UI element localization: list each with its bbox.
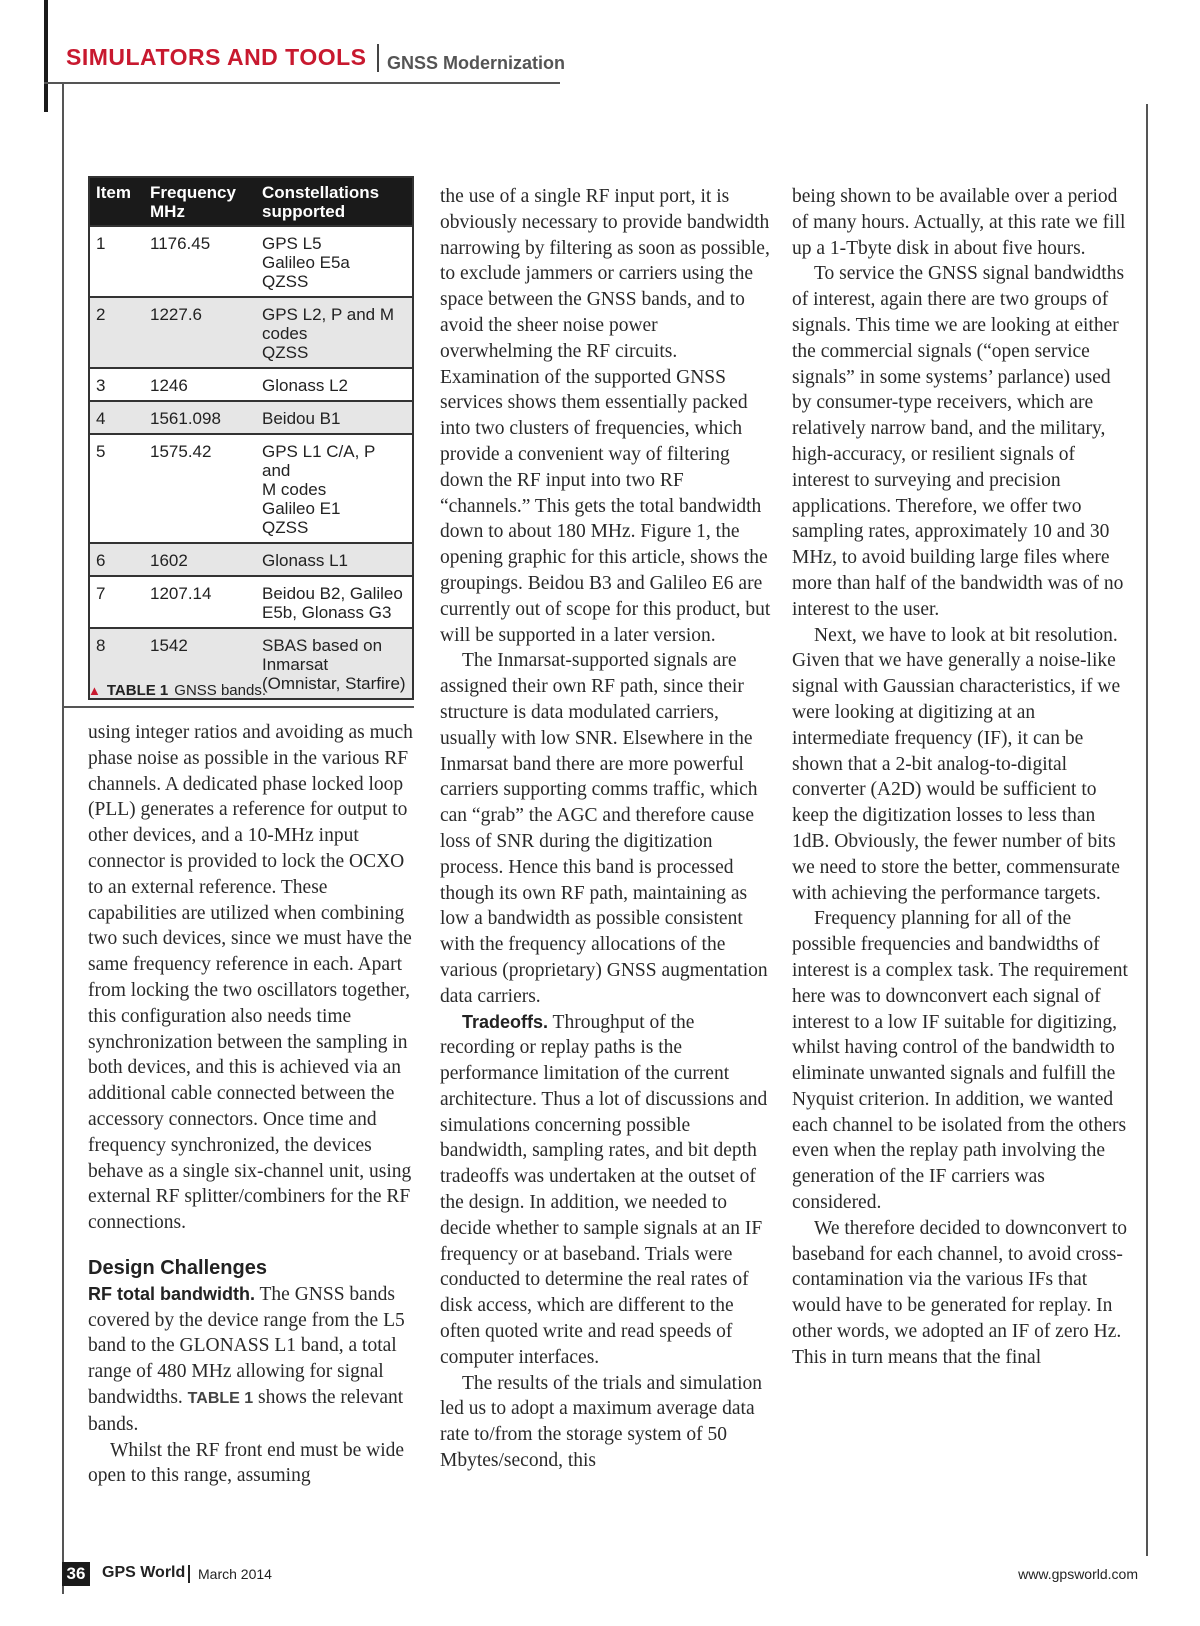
table-cell-item: 3 [89, 368, 144, 401]
table-header-constellations: Constellations supported [256, 177, 413, 226]
paragraph-text: shows the relevant bands. [88, 1386, 404, 1435]
table-row [89, 368, 413, 401]
caption-rule [62, 706, 414, 708]
table-row [89, 543, 413, 576]
table-cell-frequency: 1246 [144, 368, 256, 401]
table-cell-item: 7 [89, 576, 144, 628]
table-cell-constellations: GPS L1 C/A, P and M codes Galileo E1 QZSS [256, 434, 413, 543]
table-cell-item: 4 [89, 401, 144, 434]
table-header-frequency: Frequency MHz [144, 177, 256, 226]
page-number: 36 [62, 1562, 90, 1586]
table-row [89, 401, 413, 434]
table-cell-frequency: 1602 [144, 543, 256, 576]
paragraph-text: The GNSS bands covered by the device range from the L5 band to the GLONASS L1 band, a total range of 480 MHz allowing for signal bandwidths. [88, 1283, 405, 1408]
table-reference: TABLE 1 [187, 1389, 254, 1407]
paragraph [440, 1010, 774, 1371]
paragraph: We therefore decided to downconvert to baseband for each channel, to avoid cross-contamination via the various IFs that would have to be generated for replay. In other words, we adopted an IF of zero Hz. This in turn means that the final [792, 1217, 1128, 1368]
table-cell-constellations: GPS L5 Galileo E5a QZSS [256, 226, 413, 297]
table-cell-item: 5 [89, 434, 144, 543]
article-column-1 [88, 720, 414, 1489]
paragraph [88, 1282, 414, 1438]
paragraph: Whilst the RF front end must be wide open to this range, assuming [88, 1439, 405, 1487]
article-column-2 [440, 184, 774, 1474]
run-in-heading: RF total bandwidth. [88, 1283, 255, 1304]
table-caption [88, 682, 266, 699]
paragraph: using integer ratios and avoiding as much phase noise as possible in the various RF channels. A dedicated phase locked loop (PLL) generates a reference for output to other devices, and a 10-MHz input connector is provided to lock the OCXO to an external reference. These capabilities are utilized when combining two such devices, since we must have the same frequency reference in each. Apart from locking the two oscillators together, this configuration also needs time synchronization between the sampling in both devices, and this is achieved via an additional cable connected between the accessory connectors. Once time and frequency synchronized, the devices behave as a single six-channel unit, using external RF splitter/combiners for the RF connections. [88, 722, 413, 1234]
footer-separator [188, 1565, 190, 1583]
table-cell-frequency: 1575.42 [144, 434, 256, 543]
table-cell-constellations: Glonass L2 [256, 368, 413, 401]
paragraph-text: Throughput of the recording or replay paths is the performance limitation of the current architecture. Thus a lot of discussions and simulations concerning possible bandwidth, sampling rates, and bit depth tradeoffs was undertaken at the outset of the design. In addition, we needed to decide whether to sample signals at an IF frequency or at baseband. Trials were conducted to determine the real rates of disk access, which are different to the often quoted write and read speeds of computer interfaces. [440, 1011, 768, 1368]
table-cell-constellations: SBAS based on Inmarsat (Omnistar, Starfire) [256, 628, 413, 699]
table-cell-item: 6 [89, 543, 144, 576]
table-cell-constellations: GPS L2, P and M codes QZSS [256, 297, 413, 368]
caption-text: GNSS bands. [174, 682, 266, 699]
table-header-item: Item [89, 177, 144, 226]
table-cell-constellations: Beidou B1 [256, 401, 413, 434]
table-cell-constellations: Glonass L1 [256, 543, 413, 576]
header-rule [44, 82, 560, 84]
table-cell-constellations: Beidou B2, Galileo E5b, Glonass G3 [256, 576, 413, 628]
magazine-name: GPS World [102, 1564, 186, 1581]
table-row [89, 226, 413, 297]
website-url: www.gpsworld.com [1018, 1566, 1138, 1582]
table-row [89, 297, 413, 368]
table-cell-frequency: 1542 [144, 628, 256, 699]
table-cell-frequency: 1561.098 [144, 401, 256, 434]
table-header-row [89, 177, 413, 226]
table-cell-item: 8 [89, 628, 144, 699]
table-body [89, 226, 413, 699]
table-cell-frequency: 1176.45 [144, 226, 256, 297]
section-title: SIMULATORS AND TOOLS [66, 44, 367, 70]
paragraph: To service the GNSS signal bandwidths of interest, again there are two groups of signals. This time we are looking at either the commercial signals (“open service signals” in some systems’ parlance) used by consumer-type receivers, which are relatively narrow band, and the military, high-accuracy, or resilient signals of interest to surveying and precision applications. Therefore, we offer two sampling rates, approximately 10 and 30 MHz, to avoid building large files where more than half of the bandwidth was of no interest to the user. [792, 263, 1125, 620]
run-in-heading: Tradeoffs. [462, 1011, 549, 1032]
paragraph: Next, we have to look at bit resolution. Given that we have generally a noise-like signal with Gaussian characteristics, if we were looking at digitizing at an intermediate frequency (IF), it can be shown that a 2-bit analog-to-digital converter (A2D) would be sufficient to keep the digitization losses to less than 1dB. Obviously, the fewer number of bits we need to store the better, commensurate with achieving the performance targets. [792, 624, 1121, 904]
gnss-bands-table [88, 176, 414, 700]
paragraph: The results of the trials and simulation led us to adopt a maximum average data rate to/from the storage system of 50 Mbytes/second, this [440, 1372, 763, 1472]
article-column-3 [792, 184, 1128, 1371]
issue-date: March 2014 [198, 1566, 272, 1582]
left-column-rule [62, 84, 64, 1594]
table-cell-item: 2 [89, 297, 144, 368]
section-subtitle: GNSS Modernization [387, 53, 566, 73]
section-heading: Design Challenges [88, 1256, 267, 1279]
right-page-rule [1146, 104, 1148, 1556]
table-cell-frequency: 1227.6 [144, 297, 256, 368]
table-cell-item: 1 [89, 226, 144, 297]
table-cell-frequency: 1207.14 [144, 576, 256, 628]
table-row [89, 576, 413, 628]
caption-label: TABLE 1 [106, 682, 169, 699]
paragraph: the use of a single RF input port, it is obviously necessary to provide bandwidth narrowing by filtering as soon as possible, to exclude jammers or carriers using the space between the GNSS bands, and to avoid the sheer noise power overwhelming the RF circuits. Examination of the supported GNSS services shows them essentially packed into two clusters of frequencies, which provide a convenient way of filtering down the RF input into two RF “channels.” This gets the total bandwidth down to about 180 MHz. Figure 1, the opening graphic for this article, shows the groupings. Beidou B3 and Galileo E6 are currently out of scope for this product, but will be supported in a later version. [440, 186, 771, 646]
caption-triangle-icon: ▲ [88, 683, 101, 698]
paragraph: being shown to be available over a period of many hours. Actually, at this rate we fill up a 1-Tbyte disk in about five hours. [792, 186, 1126, 259]
table-row [89, 434, 413, 543]
paragraph: The Inmarsat-supported signals are assigned their own RF path, since their structure is data modulated carriers, usually with low SNR. Elsewhere in the Inmarsat band there are more powerful carriers supporting comms traffic, which can “grab” the AGC and therefore cause loss of SNR during the digitization process. Hence this band is processed though its own RF path, maintaining as low a bandwidth as possible consistent with the frequency allocations of the various (proprietary) GNSS augmentation data carriers. [440, 650, 768, 1007]
header-vertical-bar [44, 0, 48, 112]
paragraph: Frequency planning for all of the possible frequencies and bandwidths of interest is a complex task. The requirement here was to downconvert each signal of interest to a low IF suitable for digitizing, whilst having control of the bandwidth to eliminate unwanted signals and fulfill the Nyquist criterion. In addition, we wanted each channel to be isolated from the others even when the replay path involving the generation of the IF carriers was considered. [792, 908, 1128, 1214]
header-separator [377, 44, 379, 72]
